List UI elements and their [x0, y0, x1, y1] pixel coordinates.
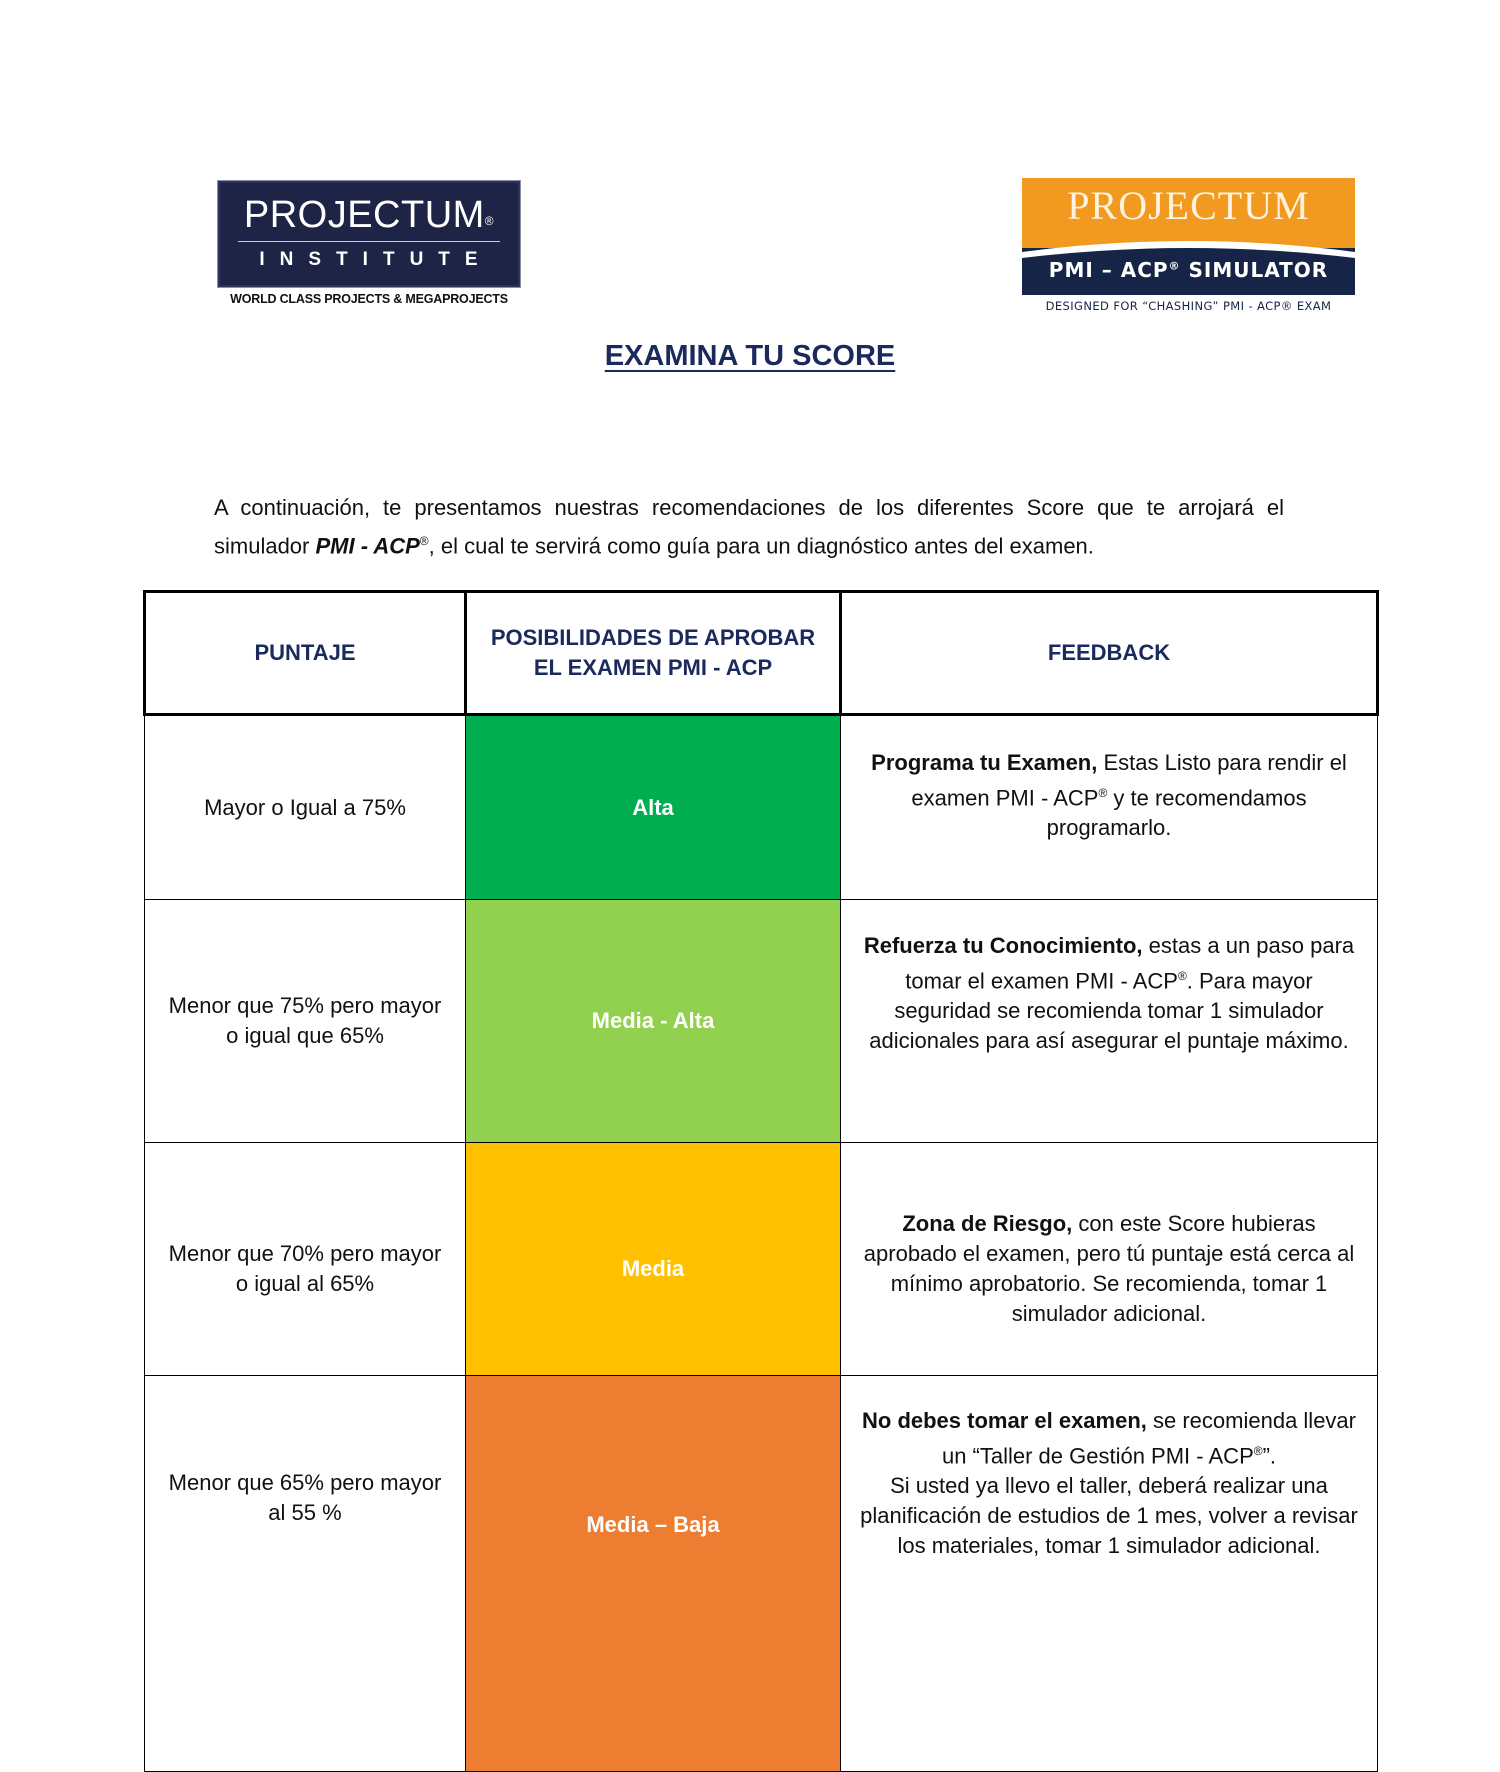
registered-mark: ®: [484, 214, 495, 228]
header-puntaje: PUNTAJE: [145, 592, 466, 715]
table-header-row: [145, 592, 1378, 715]
header-feedback: FEEDBACK: [841, 592, 1378, 715]
logo-brand: PROJECTUM: [1067, 183, 1310, 228]
projectum-institute-logo: [218, 181, 520, 306]
table-row: [145, 715, 1378, 900]
logo-product: PMI – ACP: [1048, 258, 1169, 282]
score-range: Menor que 75% pero mayor o igual que 65%: [145, 900, 466, 1143]
table-row: [145, 1376, 1378, 1772]
registered-mark: ®: [1168, 259, 1181, 273]
logo-tagline: DESIGNED FOR “CHASHING” PMI - ACP® EXAM: [1045, 299, 1332, 313]
score-table: [143, 590, 1379, 1772]
intro-paragraph: A continuación, te presentamos nuestras recomendaciones de los diferentes Score que te arrojará el simulador PMI - ACP®, el cual te servirá como guía para un diagnóstico antes del examen.: [214, 495, 1284, 558]
logo-box: [218, 181, 520, 287]
page-title: EXAMINA TU SCORE: [604, 340, 896, 372]
level-cell: Media - Alta: [466, 900, 841, 1143]
feedback-cell: No debes tomar el examen, se recomienda llevar un “Taller de Gestión PMI - ACP®”. Si usted ya llevo el taller, deberá realizar una planificación de estudios de 1 mes, volver a revisar los materiales, tomar 1 simulador adicional.: [841, 1376, 1378, 1772]
pmi-acp-simulator-logo: [1022, 178, 1355, 313]
level-cell: Media – Baja: [466, 1376, 841, 1772]
feedback-cell: Zona de Riesgo, con este Score hubieras aprobado el examen, pero tú puntaje está cerca al mínimo aprobatorio. Se recomienda, tomar 1 simulador adicional.: [841, 1143, 1378, 1376]
logo-subtitle: INSTITUTE: [259, 249, 493, 270]
logo-brand: PROJECTUM: [243, 194, 485, 236]
logo-divider: [238, 241, 500, 242]
logo-tagline: WORLD CLASS PROJECTS & MEGAPROJECTS: [230, 292, 508, 306]
table-row: [145, 1143, 1378, 1376]
score-range: Mayor o Igual a 75%: [145, 715, 466, 900]
level-cell: Alta: [466, 715, 841, 900]
intro-emphasis: PMI - ACP: [315, 532, 420, 558]
feedback-cell: Programa tu Examen, Estas Listo para rendir el examen PMI - ACP® y te recomendamos programarlo.: [841, 715, 1378, 900]
level-cell: Media: [466, 1143, 841, 1376]
feedback-cell: Refuerza tu Conocimiento, estas a un paso para tomar el examen PMI - ACP®. Para mayor seguridad se recomienda tomar 1 simulador adicionales para así asegurar el puntaje máximo.: [841, 900, 1378, 1143]
header-posibilidades: POSIBILIDADES DE APROBAR EL EXAMEN PMI - ACP: [466, 592, 841, 715]
logo-wave-shape: [1022, 234, 1355, 258]
logo-product-suffix: SIMULATOR: [1188, 258, 1329, 282]
score-range: Menor que 65% pero mayor al 55 %: [145, 1376, 466, 1772]
score-range: Menor que 70% pero mayor o igual al 65%: [145, 1143, 466, 1376]
table-row: [145, 900, 1378, 1143]
